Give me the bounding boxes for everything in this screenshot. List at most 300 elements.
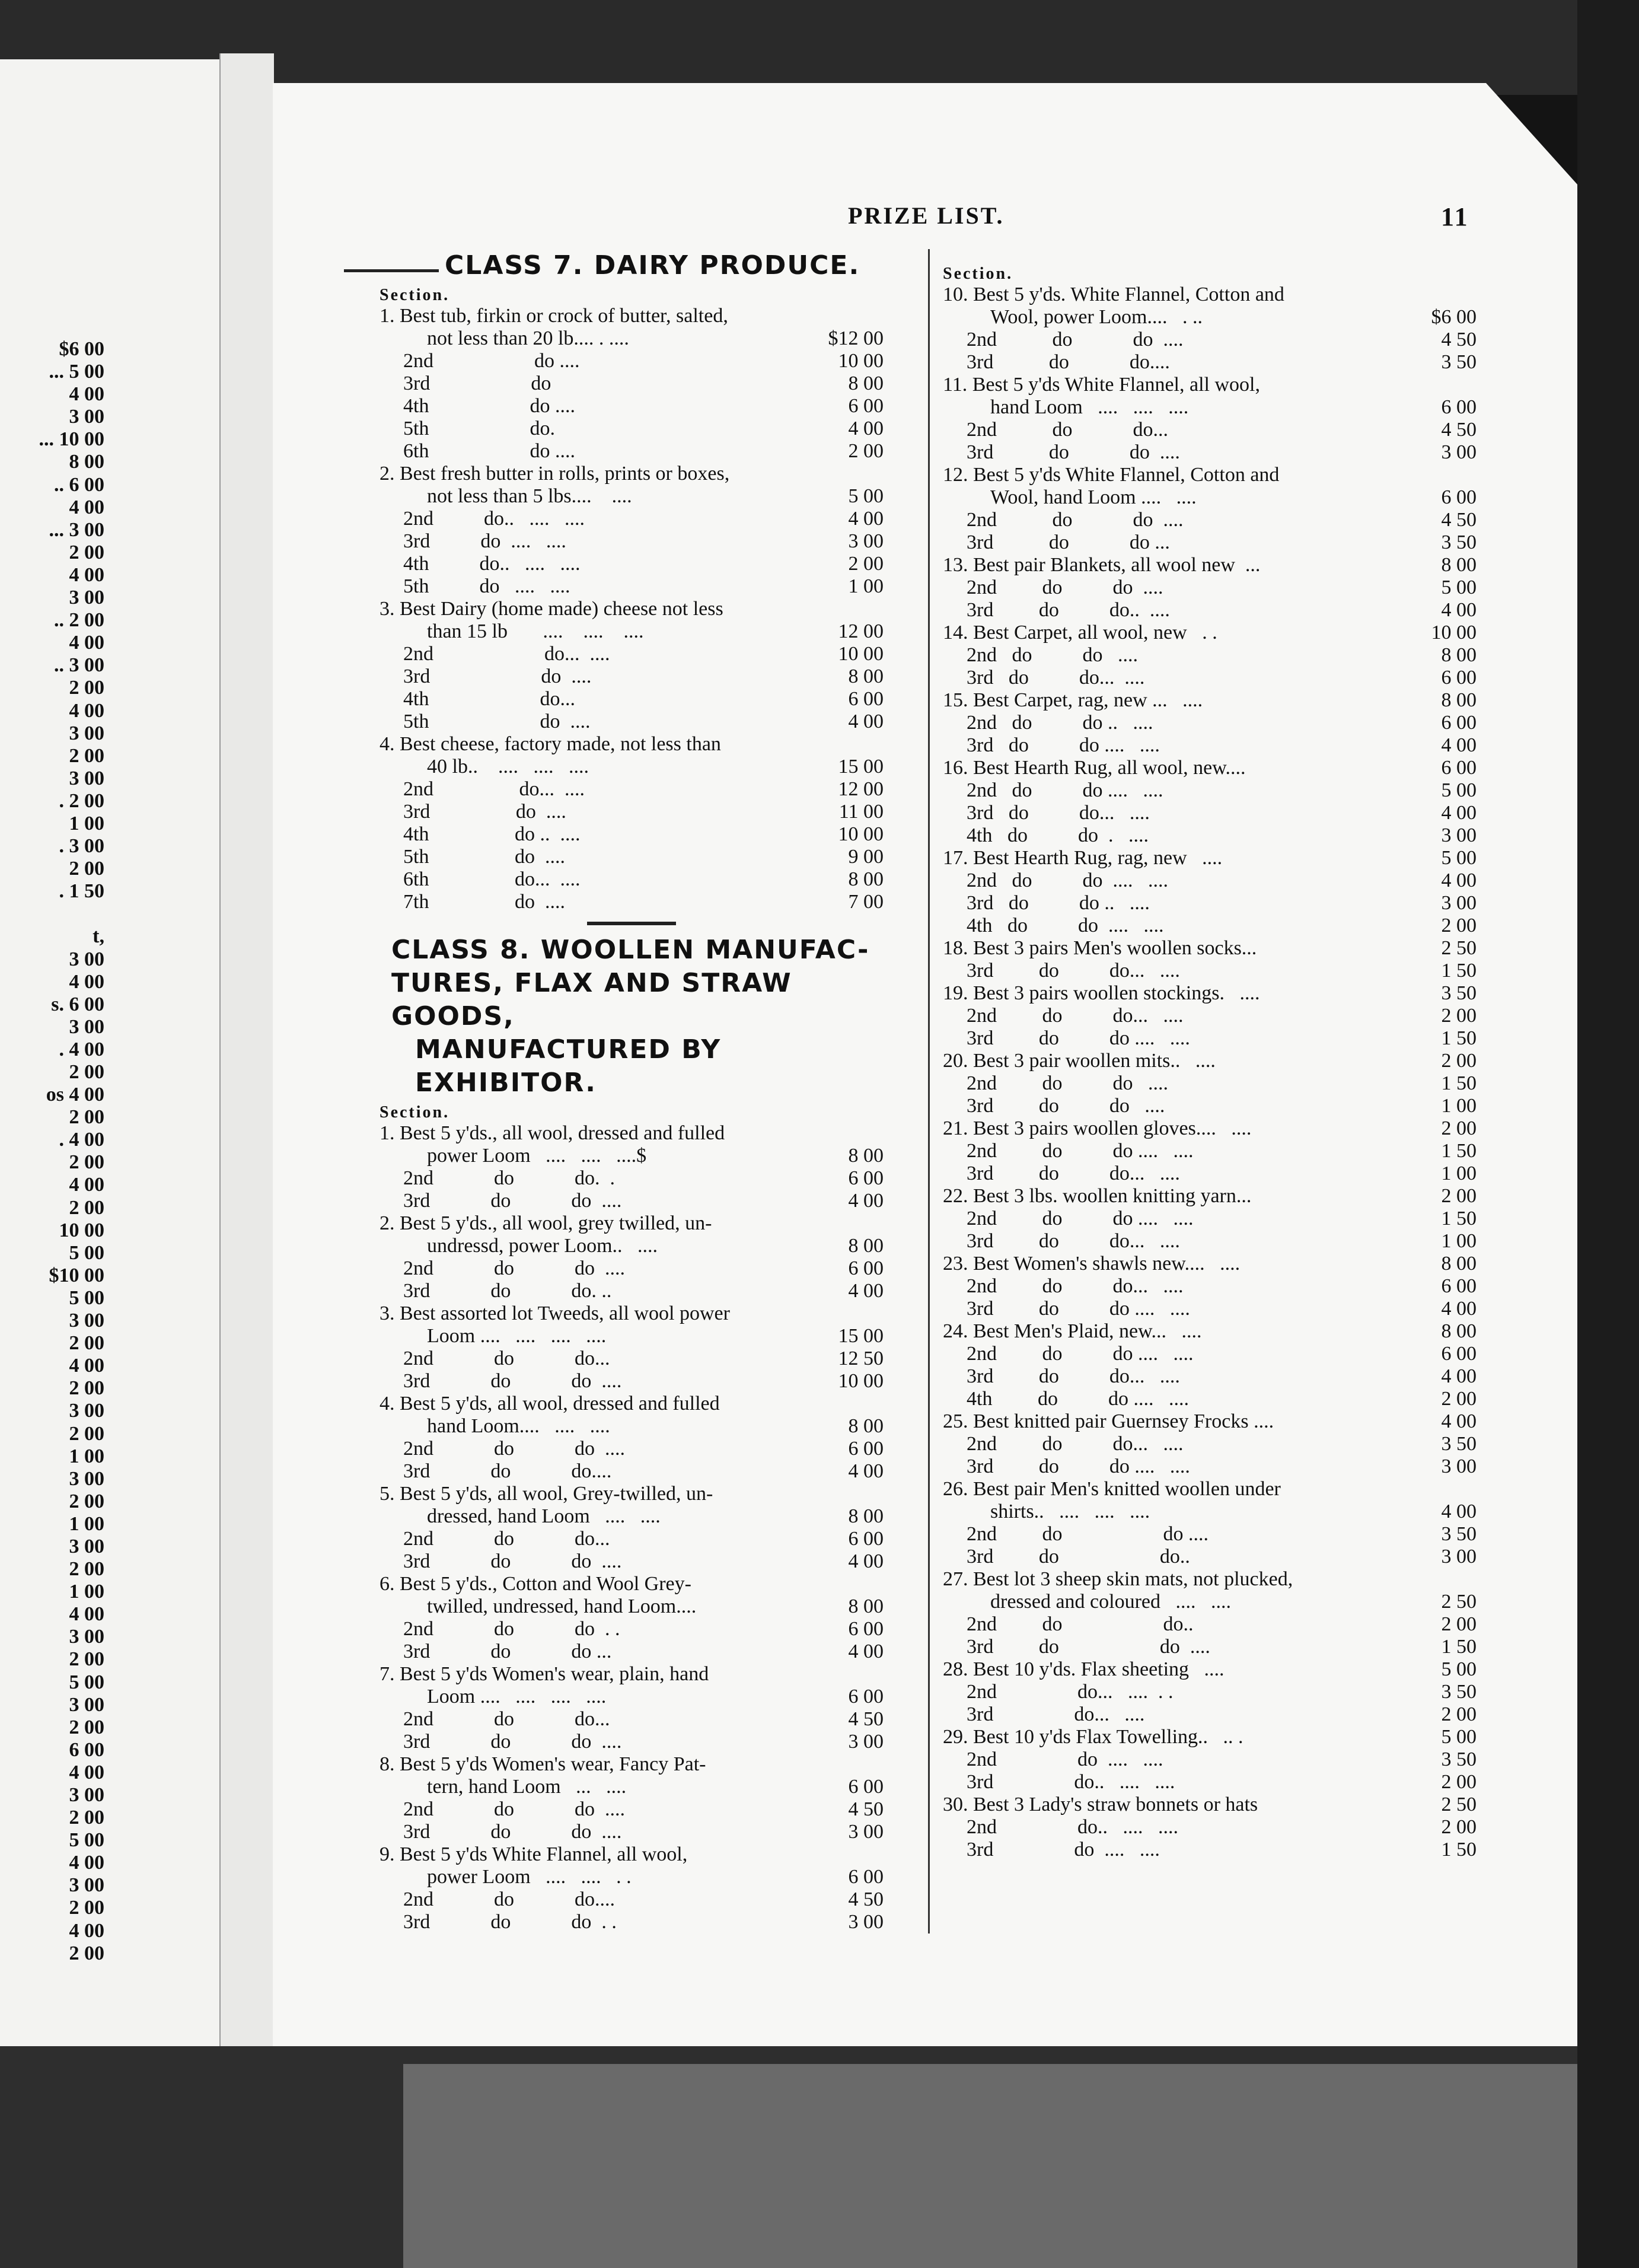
prize-description: undressd, power Loom.. ....	[427, 1235, 658, 1257]
prize-description: 2. Best fresh butter in rolls, prints or boxes,	[380, 463, 730, 485]
prize-description: 2nd do do....	[403, 1888, 615, 1910]
previous-page-amount: 2 00	[69, 1648, 104, 1671]
prize-description: Loom .... .... .... ....	[427, 1325, 607, 1347]
prize-description: 2nd do do... ....	[967, 1005, 1184, 1027]
prize-placing	[943, 1748, 1477, 1771]
previous-page-amount: 2 00	[69, 1897, 104, 1919]
prize-amount: 4 00	[848, 1460, 884, 1482]
previous-page-amount: 2 00	[69, 1490, 104, 1512]
prize-placing	[380, 1438, 884, 1460]
class8-sections	[380, 1122, 884, 1933]
previous-page-amount: 3 00	[69, 1535, 104, 1557]
prize-description: 3rd do do... ....	[967, 1162, 1180, 1184]
prize-amount: 6 00	[848, 1257, 884, 1279]
prize-section	[943, 689, 1477, 757]
prize-placing	[943, 1839, 1477, 1861]
prize-section	[943, 1794, 1477, 1861]
prize-amount: 4 50	[1441, 329, 1477, 351]
prize-description: 7. Best 5 y'ds Women's wear, plain, hand	[380, 1663, 709, 1685]
prize-amount: 6 00	[1441, 712, 1477, 734]
prize-description: 2nd do do .... ....	[967, 1140, 1194, 1162]
title-rule	[344, 269, 439, 272]
prize-amount: 4 00	[848, 1641, 884, 1662]
prize-description: 29. Best 10 y'ds Flax Towelling.. .. .	[943, 1726, 1243, 1748]
prize-amount: 4 00	[848, 508, 884, 530]
previous-page-amount: 2 00	[69, 1716, 104, 1738]
previous-page-amount: .. 2 00	[54, 609, 104, 632]
prize-section	[380, 598, 884, 733]
prize-description: 9. Best 5 y'ds White Flannel, all wool,	[380, 1843, 688, 1865]
previous-page-amount: 2 00	[69, 1196, 104, 1219]
previous-page-amount: 3 00	[69, 948, 104, 970]
prize-placing	[380, 891, 884, 913]
previous-page-amount: 5 00	[69, 1671, 104, 1693]
prize-description: 3rd do do. ..	[403, 1280, 612, 1302]
previous-page-amount: ... 3 00	[49, 518, 104, 541]
previous-page-amount: 2 00	[69, 1377, 104, 1400]
prize-description: 19. Best 3 pairs woollen stockings. ....	[943, 982, 1260, 1004]
prize-description: not less than 20 lb.... . ....	[427, 327, 629, 349]
prize-amount: 8 00	[1441, 1320, 1477, 1342]
prize-placing	[380, 1167, 884, 1190]
prize-amount: 1 50	[1441, 1636, 1477, 1658]
prize-entry	[943, 1185, 1477, 1208]
prize-amount: 2 00	[1441, 1117, 1477, 1139]
prize-section	[943, 1410, 1477, 1478]
previous-page-amount: 4 00	[69, 563, 104, 586]
prize-entry	[943, 464, 1477, 486]
previous-page-amount: 4 00	[69, 1761, 104, 1783]
prize-description: 24. Best Men's Plaid, new... ....	[943, 1320, 1202, 1342]
prize-placing	[380, 327, 884, 350]
prize-amount: 8 00	[848, 1415, 884, 1437]
prize-entry	[943, 1658, 1477, 1681]
prize-placing	[380, 485, 884, 508]
prize-amount: 2 50	[1441, 937, 1477, 959]
prize-placing	[943, 306, 1477, 329]
prize-entry	[943, 1253, 1477, 1275]
prize-placing	[380, 1618, 884, 1641]
prize-description: 5th do ....	[403, 846, 565, 868]
prize-description: 15. Best Carpet, rag, new ... ....	[943, 689, 1203, 711]
prize-description: 2nd do do .... ....	[967, 869, 1168, 891]
prize-description: 2nd do... ....	[403, 778, 585, 800]
prize-amount: 4 00	[1441, 869, 1477, 891]
previous-page-amount: 6 00	[69, 1738, 104, 1761]
prize-description: hand Loom .... .... ....	[990, 396, 1189, 418]
previous-page-amount: 4 00	[69, 1603, 104, 1626]
prize-description: 17. Best Hearth Rug, rag, new ....	[943, 847, 1223, 869]
prize-placing	[380, 508, 884, 530]
prize-section	[943, 1478, 1477, 1568]
prize-amount: 4 00	[848, 1190, 884, 1212]
previous-page-amount: t,	[93, 925, 104, 948]
previous-page-amount: $6 00	[59, 338, 104, 360]
prize-placing	[380, 1145, 884, 1167]
prize-placing	[380, 1550, 884, 1573]
previous-page-amount: 3 00	[69, 1693, 104, 1716]
prize-entry	[943, 1117, 1477, 1140]
prize-section	[380, 463, 884, 598]
prize-section	[943, 622, 1477, 689]
prize-description: 2nd do do .... ....	[967, 1343, 1194, 1365]
prize-section	[380, 1302, 884, 1393]
previous-page-amount: 2 00	[69, 1942, 104, 1964]
previous-page-fragment	[0, 59, 233, 2129]
prize-amount: 10 00	[838, 643, 884, 665]
prize-description: 2nd do do ....	[403, 1438, 625, 1460]
prize-placing	[943, 712, 1477, 734]
prize-amount: 5 00	[848, 485, 884, 507]
previous-page-amount: . 1 50	[59, 880, 104, 903]
prize-description: 4th do .. ....	[403, 823, 581, 845]
prize-placing	[943, 1298, 1477, 1320]
prize-amount: 4 50	[1441, 419, 1477, 441]
prize-amount: 3 00	[1441, 824, 1477, 846]
prize-amount: 6 00	[1441, 486, 1477, 508]
prize-description: 8. Best 5 y'ds Women's wear, Fancy Pat-	[380, 1753, 706, 1775]
prize-amount: 3 50	[1441, 982, 1477, 1004]
prize-entry	[380, 305, 884, 327]
prize-section	[380, 1753, 884, 1843]
prize-placing	[943, 1455, 1477, 1478]
prize-section	[943, 284, 1477, 374]
prize-description: 3rd do do....	[967, 351, 1170, 373]
prize-description: 5th do.	[403, 418, 555, 439]
prize-description: 20. Best 3 pair woollen mits.. ....	[943, 1050, 1216, 1072]
previous-page-amount: 3 00	[69, 1784, 104, 1806]
prize-description: 3rd do do....	[403, 1460, 612, 1482]
prize-description: 30. Best 3 Lady's straw bonnets or hats	[943, 1794, 1258, 1815]
prize-description: 3rd do ....	[403, 801, 566, 823]
prize-description: 2nd do... .... . .	[967, 1681, 1174, 1703]
prize-description: 3rd do do ...	[403, 1641, 612, 1662]
prize-placing	[380, 395, 884, 418]
prize-amount: 8 00	[848, 1505, 884, 1527]
prize-amount: 4 50	[1441, 509, 1477, 531]
prize-amount: 15 00	[838, 756, 884, 778]
prize-section	[943, 757, 1477, 847]
prize-entry	[943, 1568, 1477, 1591]
prize-placing	[943, 576, 1477, 599]
prize-placing	[380, 1595, 884, 1618]
prize-description: 2nd do.. .... ....	[403, 508, 585, 530]
previous-page-amount: 2 00	[69, 541, 104, 563]
prize-description: 2nd do do ....	[967, 1523, 1208, 1545]
prize-amount: 3 50	[1441, 1433, 1477, 1455]
prize-description: dressed, hand Loom .... ....	[427, 1505, 661, 1527]
prize-placing	[943, 824, 1477, 847]
prize-amount: 6 00	[1441, 396, 1477, 418]
prize-amount: 4 00	[848, 1280, 884, 1302]
prize-section	[943, 464, 1477, 554]
prize-entry	[943, 982, 1477, 1005]
prize-placing	[380, 1325, 884, 1348]
prize-section	[943, 1658, 1477, 1726]
prize-amount: 8 00	[848, 1595, 884, 1617]
previous-page-amount: .. 6 00	[54, 473, 104, 496]
prize-description: 3rd do do .... ....	[967, 1298, 1190, 1320]
prize-placing	[380, 711, 884, 733]
prize-amount: 1 00	[848, 575, 884, 597]
prize-entry	[380, 1753, 884, 1776]
prize-amount: 4 00	[1441, 599, 1477, 621]
prize-entry	[943, 1726, 1477, 1748]
prize-placing	[380, 1505, 884, 1528]
previous-page-amount: 2 00	[69, 1807, 104, 1829]
prize-description: 22. Best 3 lbs. woollen knitting yarn...	[943, 1185, 1252, 1207]
prize-description: 3rd do do . .	[403, 1911, 617, 1933]
prize-amount: 4 00	[1441, 1365, 1477, 1387]
prize-amount: 8 00	[1441, 554, 1477, 576]
previous-page-amount: 4 00	[69, 1355, 104, 1377]
prize-placing	[380, 1257, 884, 1280]
prize-entry	[380, 1843, 884, 1866]
class8-title-line-2: TURES, FLAX AND STRAW GOODS,	[391, 968, 792, 1031]
prize-amount: 10 00	[838, 823, 884, 845]
prize-entry	[380, 598, 884, 620]
prize-description: 2nd do do ....	[967, 329, 1184, 351]
prize-placing	[943, 351, 1477, 374]
prize-description: 2nd do do .... ....	[967, 1208, 1194, 1229]
prize-placing	[380, 643, 884, 665]
scan-cardboard-backing	[403, 2064, 1577, 2268]
prize-amount: 4 00	[1441, 1410, 1477, 1432]
prize-placing	[943, 915, 1477, 937]
prize-entry	[943, 374, 1477, 396]
prize-description: 3. Best Dairy (home made) cheese not less	[380, 598, 723, 620]
prize-amount: 1 50	[1441, 1839, 1477, 1861]
prize-amount: 1 50	[1441, 1072, 1477, 1094]
prize-amount: 7 00	[848, 891, 884, 913]
prize-description: 12. Best 5 y'ds White Flannel, Cotton and	[943, 464, 1280, 486]
prize-amount: 8 00	[1441, 1253, 1477, 1275]
prize-placing	[380, 1641, 884, 1663]
prize-placing	[943, 1613, 1477, 1636]
prize-description: 3rd do do ...	[967, 531, 1170, 553]
prize-placing	[380, 1190, 884, 1212]
prize-description: 5th do .... ....	[403, 575, 570, 597]
prize-section	[943, 1185, 1477, 1253]
prize-description: 2nd do... ....	[403, 643, 610, 665]
previous-page-amount: 3 00	[69, 1015, 104, 1038]
prize-description: twilled, undressed, hand Loom....	[427, 1595, 697, 1617]
prize-description: 4th do...	[403, 688, 575, 710]
prize-amount: 8 00	[848, 372, 884, 394]
previous-page-amount: 1 00	[69, 1581, 104, 1603]
prize-placing	[380, 530, 884, 553]
prize-description: 2nd do ....	[403, 350, 580, 372]
prize-amount: 2 00	[1441, 1771, 1477, 1793]
prize-placing	[943, 1208, 1477, 1230]
prize-section	[943, 1568, 1477, 1658]
prize-amount: 3 50	[1441, 1681, 1477, 1703]
prize-amount: 6 00	[848, 395, 884, 417]
prize-placing	[380, 1528, 884, 1550]
prize-description: 7th do ....	[403, 891, 565, 913]
prize-placing	[380, 1888, 884, 1911]
prize-description: 4th do do .... ....	[967, 915, 1164, 936]
prize-entry	[380, 463, 884, 485]
prize-entry	[943, 1320, 1477, 1343]
prize-amount: 4 50	[848, 1798, 884, 1820]
prize-amount: 2 00	[1441, 1185, 1477, 1207]
prize-amount: 6 00	[848, 1167, 884, 1189]
prize-placing	[943, 1275, 1477, 1298]
prize-description: 11. Best 5 y'ds White Flannel, all wool,	[943, 374, 1260, 396]
prize-placing	[943, 1771, 1477, 1794]
previous-page-amount: 3 00	[69, 587, 104, 609]
prize-placing	[380, 756, 884, 778]
prize-section	[943, 847, 1477, 937]
previous-page-amount: 2 00	[69, 858, 104, 880]
prize-description: 2nd do.. .... ....	[967, 1816, 1178, 1838]
class8-title-line-3: MANUFACTURED BY EXHIBITOR.	[415, 1034, 722, 1098]
previous-page-amount: $10 00	[49, 1264, 104, 1286]
prize-amount: 1 00	[1441, 1162, 1477, 1184]
prize-placing	[380, 1235, 884, 1257]
prize-description: Loom .... .... .... ....	[427, 1686, 607, 1708]
prize-description: 4. Best 5 y'ds, all wool, dressed and fulled	[380, 1393, 720, 1415]
previous-page-amount	[0, 903, 104, 925]
prize-description: than 15 lb .... .... ....	[427, 620, 644, 642]
prize-section	[943, 1050, 1477, 1117]
prize-placing	[943, 869, 1477, 892]
prize-placing	[943, 1005, 1477, 1027]
prize-description: 4th do ....	[403, 395, 575, 417]
prize-amount: 6 00	[1441, 757, 1477, 779]
previous-page-amount: 3 00	[69, 1626, 104, 1648]
prize-description: 2nd do do .. ....	[967, 712, 1153, 734]
prize-description: 4th do do .... ....	[967, 1388, 1189, 1410]
prize-placing	[380, 1731, 884, 1753]
prize-section	[380, 733, 884, 913]
prize-amount: 8 00	[1441, 644, 1477, 666]
previous-page-amount: 2 00	[69, 1422, 104, 1445]
previous-page-amount: 2 00	[69, 1151, 104, 1174]
prize-entry	[380, 1663, 884, 1686]
prize-description: 4th do do . ....	[967, 824, 1149, 846]
prize-amount: 8 00	[848, 1235, 884, 1257]
prize-section	[380, 1212, 884, 1302]
previous-page-amount: 3 00	[69, 406, 104, 428]
previous-page-amount: 4 00	[69, 970, 104, 993]
prize-section	[380, 1843, 884, 1933]
prize-section	[943, 1117, 1477, 1185]
prize-amount: 15 00	[838, 1325, 884, 1347]
prize-amount: $6 00	[1431, 306, 1477, 328]
section-label: Section.	[943, 265, 1013, 283]
prize-entry	[943, 554, 1477, 576]
class7-sections	[380, 305, 884, 913]
prize-amount: 5 00	[1441, 1726, 1477, 1748]
prize-amount: 4 00	[1441, 802, 1477, 824]
prize-amount: 2 50	[1441, 1794, 1477, 1815]
previous-page-amount: s. 6 00	[51, 993, 104, 1015]
prize-amount: 4 00	[848, 418, 884, 439]
prize-amount: 4 00	[1441, 1298, 1477, 1320]
column-rule	[928, 249, 930, 1933]
prize-section	[943, 1726, 1477, 1794]
prize-placing	[943, 802, 1477, 824]
previous-page-amount: 4 00	[69, 383, 104, 406]
prize-amount: 10 00	[838, 350, 884, 372]
prize-description: 4th do.. .... ....	[403, 553, 581, 575]
prize-entry	[943, 1410, 1477, 1433]
prize-description: 2nd do do .... ....	[967, 779, 1163, 801]
prize-placing	[380, 372, 884, 395]
prize-description: 2nd do do... ....	[967, 1275, 1184, 1297]
prize-placing	[943, 1388, 1477, 1410]
prize-description: 26. Best pair Men's knitted woollen under	[943, 1478, 1281, 1500]
prize-placing	[943, 1546, 1477, 1568]
prize-description: 3rd do.. .... ....	[967, 1771, 1175, 1793]
prize-amount: 6 00	[848, 1686, 884, 1708]
prize-description: 3rd do .... ....	[403, 530, 566, 552]
prize-section	[380, 1483, 884, 1573]
prize-description: 3rd do do ....	[403, 1370, 622, 1392]
prize-entry	[380, 1483, 884, 1505]
prize-amount: 5 00	[1441, 1658, 1477, 1680]
prize-placing	[943, 644, 1477, 667]
prize-description: 3rd do do ....	[403, 1821, 622, 1843]
prize-placing	[380, 440, 884, 463]
prize-placing	[380, 575, 884, 598]
prize-description: 2nd do do ....	[967, 644, 1138, 666]
prize-section	[943, 982, 1477, 1050]
prize-description: 5th do ....	[403, 711, 591, 732]
prize-amount: 2 00	[1441, 1613, 1477, 1635]
prize-amount: 1 50	[1441, 1208, 1477, 1229]
prize-amount: 2 00	[1441, 1050, 1477, 1072]
prize-section	[380, 1663, 884, 1753]
prize-description: 2nd do do ....	[403, 1257, 625, 1279]
prize-entry	[943, 622, 1477, 644]
prize-amount: 5 00	[1441, 779, 1477, 801]
previous-page-amount: ... 5 00	[49, 361, 104, 383]
prize-amount: 4 50	[848, 1708, 884, 1730]
previous-page-amount: 2 00	[69, 744, 104, 767]
prize-placing	[380, 1280, 884, 1302]
prize-entry	[943, 757, 1477, 779]
prize-amount: 6 00	[1441, 1343, 1477, 1365]
previous-page-amount: 5 00	[69, 1286, 104, 1309]
previous-page-amount: 2 00	[69, 1106, 104, 1129]
prize-entry	[380, 1302, 884, 1325]
prize-description: 6th do... ....	[403, 868, 581, 890]
prize-placing	[380, 1911, 884, 1933]
right-column	[943, 261, 1477, 1861]
prize-description: power Loom .... .... . .	[427, 1866, 632, 1888]
prize-description: 27. Best lot 3 sheep skin mats, not plucked,	[943, 1568, 1293, 1590]
prize-amount: 3 50	[1441, 531, 1477, 553]
previous-page-amount: . 2 00	[59, 789, 104, 812]
prize-entry	[380, 1573, 884, 1595]
prize-description: 1. Best 5 y'ds., all wool, dressed and fulled	[380, 1122, 725, 1144]
prize-placing	[380, 1686, 884, 1708]
page-fold-strip	[219, 53, 274, 2165]
scan-background-right	[1577, 0, 1639, 2268]
prize-placing	[943, 1140, 1477, 1162]
previous-page-amount: ... 10 00	[39, 428, 104, 451]
prize-placing	[380, 688, 884, 711]
prize-description: 18. Best 3 pairs Men's woollen socks...	[943, 937, 1257, 959]
previous-page-amount: 2 00	[69, 1558, 104, 1581]
prize-amount: 6 00	[848, 1866, 884, 1888]
prize-amount: 2 00	[1441, 1816, 1477, 1838]
prize-description: 3rd do do .... ....	[967, 1027, 1190, 1049]
prize-description: 2nd do do ....	[967, 576, 1163, 598]
